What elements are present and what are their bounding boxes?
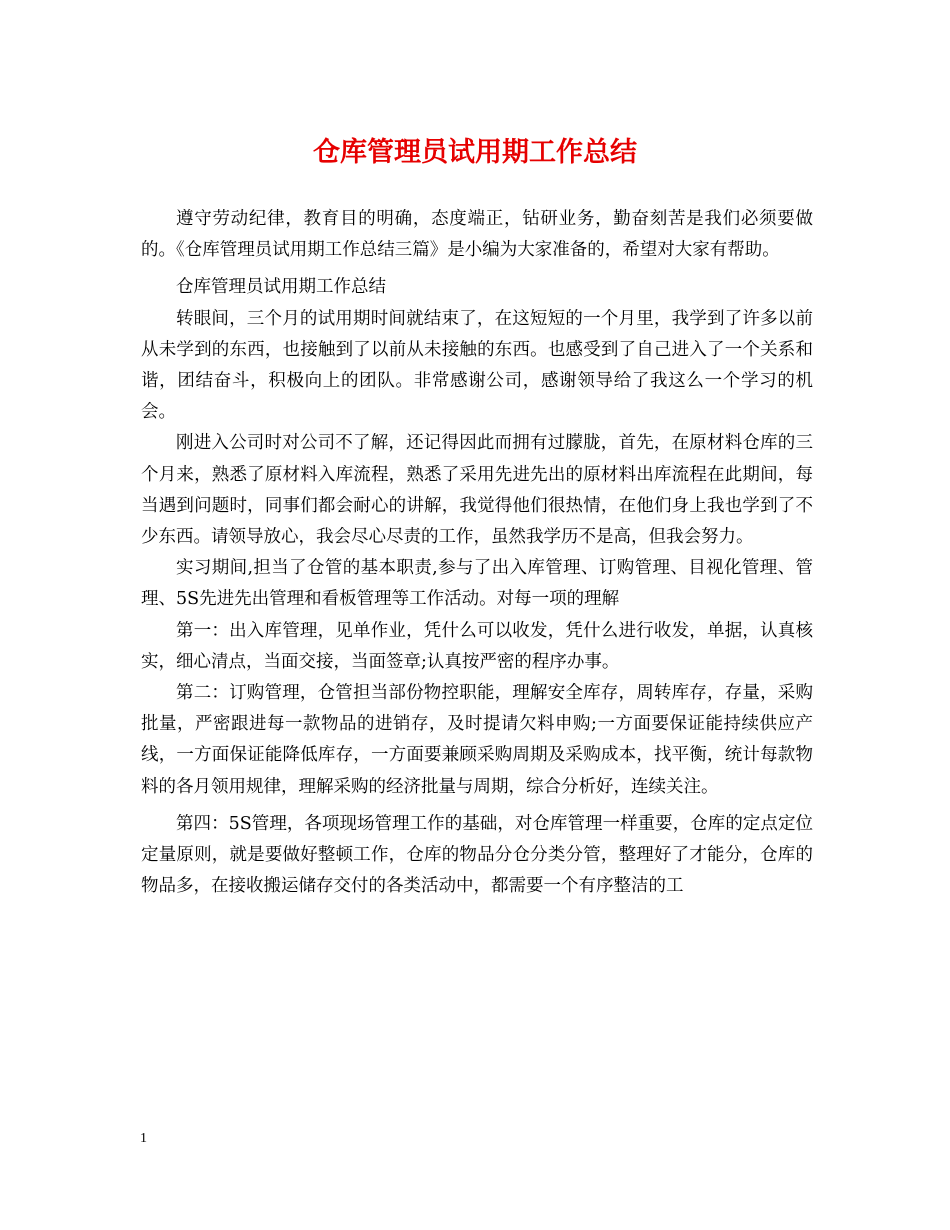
document-title: 仓库管理员试用期工作总结 <box>313 137 637 168</box>
paragraph-5: 第二：订购管理，仓管担当部份物控职能，理解安全库存，周转库存，存量，采购批量，严密跟进每一款物品的进销存，及时提请欠料申购;一方面要保证能持续供应产线，一方面保证能降低库存，一方面要兼顾采购周期及采购成本，找平衡，统计每款物料的各月领用规律，理解采购的经济批量与周期，综合分析好，连续关注。 <box>141 683 813 797</box>
paragraph-1: 转眼间，三个月的试用期时间就结束了，在这短短的一个月里，我学到了许多以前从未学到的东西，也接触到了以前从未接触的东西。也感受到了自己进入了一个关系和谐，团结奋斗，积极向上的团队。非常感谢公司，感谢领导给了我这么一个学习的机会。 <box>141 308 813 423</box>
paragraph-6: 第四：5S管理，各项现场管理工作的基础，对仓库管理一样重要，仓库的定点定位定量原则，就是要做好整顿工作，仓库的物品分仓分类分管，整理好了才能分，仓库的物品多，在接收搬运储存交付的各类活动中，都需要一个有序整洁的工 <box>141 813 813 897</box>
document-body <box>141 204 813 902</box>
paragraph-intro: 遵守劳动纪律，教育目的明确，态度端正，钻研业务，勤奋刻苦是我们必须要做的。《仓库管理员试用期工作总结三篇》是小编为大家准备的，希望对大家有帮助。 <box>141 209 813 261</box>
paragraph-4: 第一：出入库管理，见单作业，凭什么可以收发，凭什么进行收发，单据，认真核实，细心清点，当面交接，当面签章;认真按严密的程序办事。 <box>141 620 813 672</box>
paragraph-subtitle: 仓库管理员试用期工作总结 <box>176 277 386 298</box>
paragraph-2: 刚进入公司时对公司不了解，还记得因此而拥有过朦胧，首先，在原材料仓库的三个月来，熟悉了原材料入库流程，熟悉了采用先进先出的原材料出库流程在此期间，每当遇到问题时，同事们都会耐心的讲解，我觉得他们很热情，在他们身上我也学到了不少东西。请领导放心，我会尽心尽责的工作，虽然我学历不是高，但我会努力。 <box>141 433 813 548</box>
paragraph-3: 实习期间,担当了仓管的基本职责,参与了出入库管理、订购管理、目视化管理、管理、5S先进先出管理和看板管理等工作活动。对每一项的理解 <box>141 558 813 610</box>
page-number: 1 <box>140 1131 147 1146</box>
